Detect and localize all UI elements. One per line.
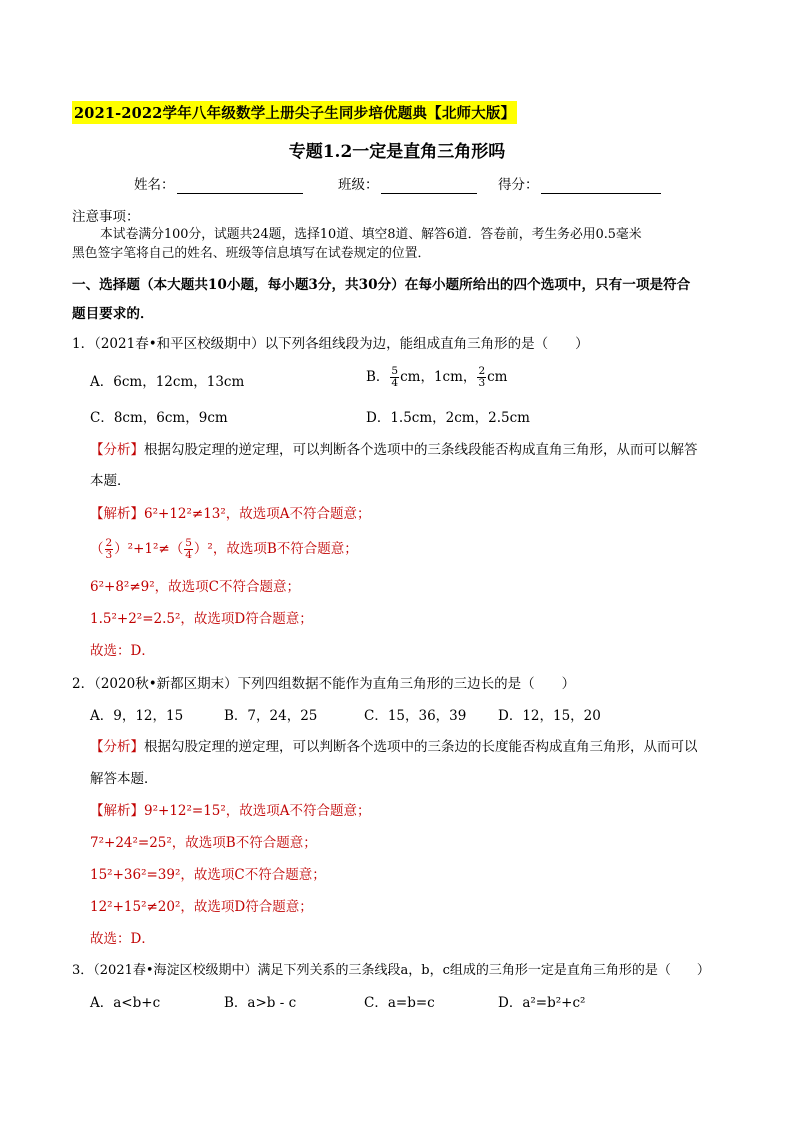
score-blank[interactable] [541,179,661,194]
q1-solution-line-3: 6²+8²≠9²，故选项C不符合题意； [90,579,300,595]
name-blank[interactable] [177,179,303,194]
q1-stem: 1．（2021春•和平区校级期中）以下列各组线段为边，能组成直角三角形的是（ ） [72,336,589,352]
notes-line-1: 本试卷满分100分，试题共24题，选择10道、填空8道、解答6道．答卷前，考生务必用0.5毫米 [100,227,642,242]
section-heading-line-1: 一、选择题（本大题共10小题，每小题3分，共30分）在每小题所给出的四个选项中，只有一项是符合 [72,277,691,293]
q1-option-a[interactable]: A．6cm，12cm，13cm [90,374,245,390]
q1-b-fraction-2: $\frac{2}{3}$ [478,365,486,389]
q3-option-b[interactable]: B．a>b - c [224,995,297,1011]
q3-option-a[interactable]: A．a<b+c [90,995,161,1011]
q1-solution-tag: 【解析】 [90,506,144,522]
q1-solution-line-2: （ $\frac{2}{3}$ ）²+1²≠（ $\frac{5}{4}$ ）²，故选项B不符合题意； [90,537,358,561]
class-blank[interactable] [381,179,477,194]
q2-solution-line-2: 7²+24²=25²，故选项B不符合题意； [90,835,317,851]
q2-analysis-line-1: 【分析】根据勾股定理的逆定理，可以判断各个选项中的三条边的长度能否构成直角三角形，从而可以 [90,739,698,755]
q1-answer: 故选：D． [90,643,155,659]
q1-option-d[interactable]: D．1.5cm，2cm，2.5cm [366,410,530,426]
score-label: 得分： [498,177,539,193]
name-field[interactable] [134,176,303,194]
series-banner: 2021-2022学年八年级数学上册尖子生同步培优题典【北师大版】 [72,101,517,124]
q2-stem: 2．（2020秋•新都区期末）下列四组数据不能作为直角三角形的三边长的是（ ） [72,676,576,692]
score-field[interactable] [498,176,661,194]
q1-analysis-line-2: 本题． [90,473,131,489]
q2-option-c[interactable]: C．15，36，39 [364,708,467,724]
q1-solution-line-4: 1.5²+2²=2.5²，故选项D符合题意； [90,611,313,627]
q2-answer: 故选：D． [90,931,155,947]
q1-solution-line-1: 【解析】6²+12²≠13²，故选项A不符合题意； [90,506,371,522]
q2-option-b[interactable]: B．7，24，25 [224,708,318,724]
notes-line-2: 黑色签字笔将自己的姓名、班级等信息填写在试卷规定的位置． [72,246,431,261]
q2-solution-tag: 【解析】 [90,803,144,819]
page-title: 专题1.2一定是直角三角形吗 [288,142,506,162]
class-field[interactable] [338,176,477,194]
q1-analysis-tag: 【分析】 [90,442,144,458]
class-label: 班级： [338,177,379,193]
q3-stem: 3．（2021春•海淀区校级期中）满足下列关系的三条线段a，b，c组成的三角形一定是直角三角形的是（ ） [72,963,710,978]
q2-solution-line-1: 【解析】9²+12²=15²，故选项A不符合题意； [90,803,371,819]
q1-b-fraction-1: $\frac{5}{4}$ [391,365,399,389]
q1-analysis-line-1: 【分析】根据勾股定理的逆定理，可以判断各个选项中的三条线段能否构成直角三角形，从而可以解答 [90,442,698,458]
notes-heading: 注意事项： [72,209,140,225]
q2-option-a[interactable]: A．9，12，15 [90,708,184,724]
q3-option-d[interactable]: D．a²=b²+c² [498,995,586,1011]
name-label: 姓名： [134,177,175,193]
q3-option-c[interactable]: C．a=b=c [364,995,435,1011]
q1-option-b[interactable]: B． $\frac{5}{4}$ cm，1cm， $\frac{2}{3}$ cm [366,365,508,389]
section-heading-line-2: 题目要求的． [72,306,154,322]
q2-solution-line-4: 12²+15²≠20²，故选项D符合题意； [90,899,313,915]
q2-analysis-tag: 【分析】 [90,739,144,755]
q2-analysis-line-2: 解答本题． [90,771,158,787]
q1-option-c[interactable]: C．8cm，6cm，9cm [90,410,228,426]
q2-solution-line-3: 15²+36²=39²，故选项C不符合题意； [90,867,326,883]
q2-option-d[interactable]: D．12，15，20 [498,708,601,724]
